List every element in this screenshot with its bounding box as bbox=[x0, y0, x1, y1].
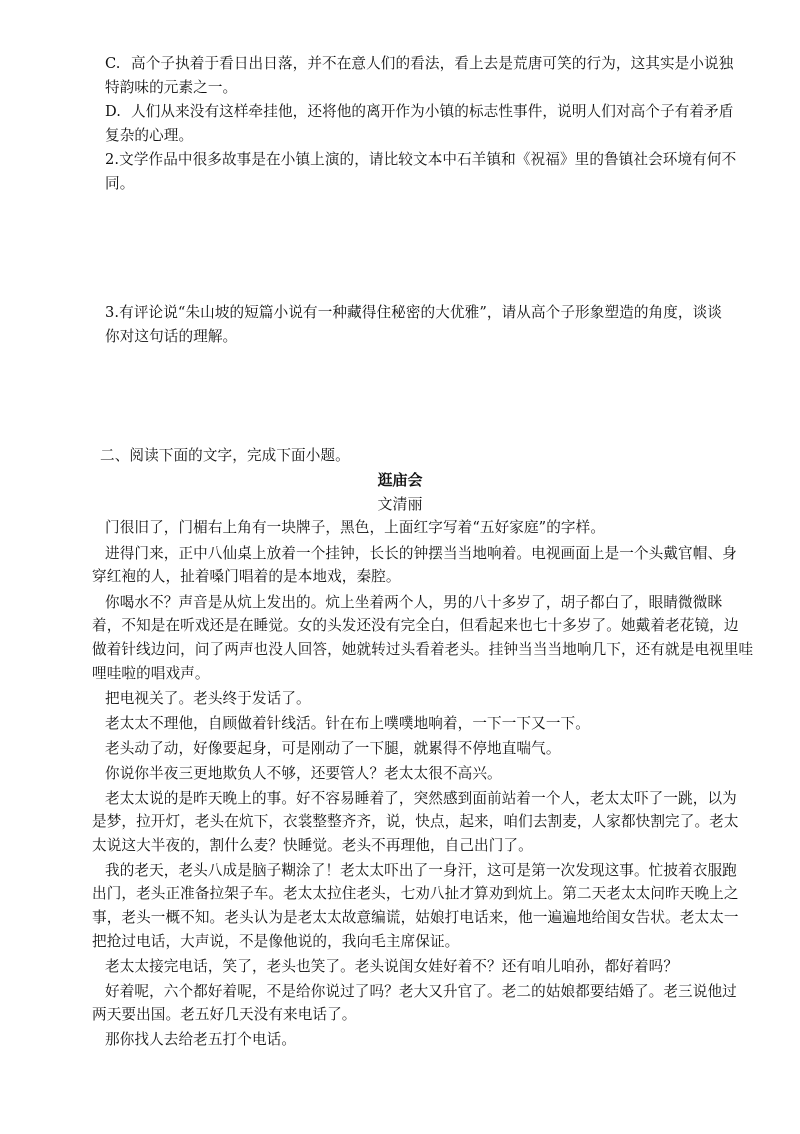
article-author: 文清丽 bbox=[377, 495, 423, 513]
passage-line: 把电视关了。老头终于发话了。 bbox=[105, 690, 311, 707]
section-heading: 二、阅读下面的文字，完成下面小题。 bbox=[100, 447, 350, 464]
passage-line: 是梦，拉开灯，老头在炕下，衣裳整整齐齐，说，快点，起来，咱们去割麦，人家都快割完了。老太 bbox=[92, 813, 739, 830]
passage-line: 事，老头一概不知。老头认为是老太太故意编谎，姑娘打电话来，他一遍遍地给闺女告状。老太太一 bbox=[92, 909, 739, 926]
passage-line: 老太太接完电话，笑了，老头也笑了。老头说闺女娃好着不？还有咱儿咱孙，都好着吗？ bbox=[105, 958, 679, 975]
option-c bbox=[0, 55, 800, 73]
passage-line: 好着呢，六个都好着呢，不是给你说过了吗？老大又升官了。老二的姑娘都要结婚了。老三说他过 bbox=[105, 983, 737, 1000]
passage-line: 我的老天，老头八成是脑子糊涂了！老太太吓出了一身汗，这可是第一次发现这事。忙披着衣服跑 bbox=[105, 862, 737, 879]
passage-line: 太说这大半夜的，割什么麦？快睡觉。老头不再理他，自己出门了。 bbox=[92, 837, 533, 854]
option-c-text: 高个子执着于看日出日落，并不在意人们的看法，看上去是荒唐可笑的行为，这其实是小说独 bbox=[131, 55, 734, 72]
passage-line: 着，不知是在听戏还是在睡觉。女的头发还没有完全白，但看起来也七十多岁了。她戴着老花镜，边 bbox=[92, 617, 739, 634]
passage-line: 哩哇啦的唱戏声。 bbox=[92, 665, 210, 682]
passage-line: 把抢过电话，大声说，不是像他说的，我向毛主席保证。 bbox=[92, 933, 460, 950]
option-d-letter: D. bbox=[105, 103, 122, 120]
passage-line: 老太太说的是昨天晚上的事。好不容易睡着了，突然感到面前站着一个人，老太太吓了一跳，以为 bbox=[105, 790, 737, 807]
passage-line: 出门，老头正准备拉架子车。老太太拉住老头，七劝八扯才算劝到炕上。第二天老太太问昨天晚上之 bbox=[92, 885, 739, 902]
question-2-line-1: 2.文学作品中很多故事是在小镇上演的，请比较文本中石羊镇和《祝福》里的鲁镇社会环境有何不 bbox=[105, 151, 737, 168]
passage-line: 你喝水不？声音是从炕上发出的。炕上坐着两个人，男的八十多岁了，胡子都白了，眼睛微微眯 bbox=[105, 594, 723, 611]
option-d bbox=[0, 103, 800, 121]
passage-line: 进得门来，正中八仙桌上放着一个挂钟，长长的钟摆当当地响着。电视画面上是一个头戴官帽、身 bbox=[105, 545, 737, 562]
option-c-letter: C. bbox=[105, 55, 121, 72]
option-c-continuation: 特韵味的元素之一。 bbox=[105, 79, 238, 96]
option-d-text: 人们从来没有这样牵挂他，还将他的离开作为小镇的标志性事件，说明人们对高个子有着矛盾 bbox=[131, 103, 734, 120]
passage-line: 那你找人去给老五打个电话。 bbox=[105, 1031, 297, 1048]
article-title: 逛庙会 bbox=[377, 471, 423, 489]
passage-line: 你说你半夜三更地欺负人不够，还要管人？老太太很不高兴。 bbox=[105, 765, 502, 782]
passage-line: 两天要出国。老五好几天没有来电话了。 bbox=[92, 1006, 357, 1023]
question-3-line-2: 你对这句话的理解。 bbox=[105, 328, 238, 345]
question-3-line-1: 3.有评论说“朱山坡的短篇小说有一种藏得住秘密的大优雅”，请从高个子形象塑造的角度，谈谈 bbox=[105, 304, 722, 321]
passage-line: 老太太不理他，自顾做着针线活。针在布上噗噗地响着，一下一下又一下。 bbox=[105, 715, 590, 732]
passage-line: 做着针线边问，问了两声也没人回答，她就转过头看着老头。挂钟当当当地响几下，还有就是电视里哇 bbox=[92, 641, 754, 658]
passage-line: 老头动了动，好像要起身，可是刚动了一下腿，就累得不停地直喘气。 bbox=[105, 740, 561, 757]
passage-line: 穿红袍的人，扯着嗓门唱着的是本地戏，秦腔。 bbox=[92, 568, 401, 585]
option-d-continuation: 复杂的心理。 bbox=[105, 127, 194, 144]
question-2-line-2: 同。 bbox=[105, 175, 135, 192]
passage-line: 门很旧了，门楣右上角有一块牌子，黑色，上面红字写着“五好家庭”的字样。 bbox=[105, 519, 606, 536]
